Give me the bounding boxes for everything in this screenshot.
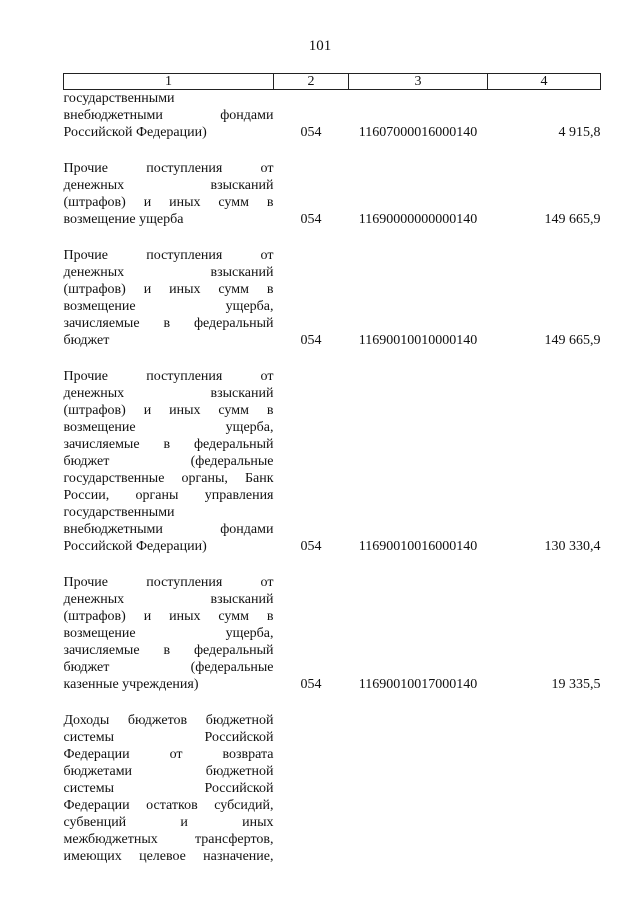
column-header-amount: 4 <box>488 74 601 90</box>
name-line: (штрафов) и иных сумм в <box>63 609 274 624</box>
name-line: внебюджетными фондами <box>63 522 274 537</box>
budget-code-cell: 11690010010000140 <box>358 333 478 348</box>
name-line: государственные органы, Банк <box>63 471 274 486</box>
name-line: имеющих целевое назначение, <box>63 849 274 864</box>
admin-code-cell: 054 <box>300 212 322 227</box>
page-number: 101 <box>308 38 332 54</box>
column-number-header-row <box>64 74 601 90</box>
name-line: Прочие поступления от <box>63 248 274 263</box>
name-line: системы Российской <box>63 781 274 796</box>
column-header-name: 1 <box>64 74 274 90</box>
column-header-code: 3 <box>349 74 488 90</box>
name-line: Российской Федерации) <box>63 125 207 140</box>
name-line: денежных взысканий <box>63 265 274 280</box>
name-line: системы Российской <box>63 730 274 745</box>
name-line: государственными <box>63 505 175 520</box>
amount-cell <box>488 706 601 865</box>
name-line: (штрафов) и иных сумм в <box>63 195 274 210</box>
row-name-cell <box>64 362 274 568</box>
budget-code-cell: 11690010017000140 <box>358 677 478 692</box>
row-name-cell <box>64 706 274 865</box>
name-line: Доходы бюджетов бюджетной <box>63 713 274 728</box>
budget-code-cell: 11690010016000140 <box>358 539 478 554</box>
amount-cell: 149 665,9 <box>544 212 601 227</box>
name-line: казенные учреждения) <box>63 677 199 692</box>
name-line: государственными <box>63 91 175 106</box>
name-line: России, органы управления <box>63 488 274 503</box>
name-line: денежных взысканий <box>63 386 274 401</box>
name-line: зачисляемые в федеральный <box>63 316 274 331</box>
name-line: зачисляемые в федеральный <box>63 437 274 452</box>
admin-code-cell: 054 <box>300 333 322 348</box>
name-line: зачисляемые в федеральный <box>63 643 274 658</box>
amount-cell: 130 330,4 <box>544 539 601 554</box>
admin-code-cell <box>274 706 349 865</box>
name-line: Прочие поступления от <box>63 161 274 176</box>
name-line: денежных взысканий <box>63 592 274 607</box>
table-row <box>64 241 601 362</box>
amount-cell: 4 915,8 <box>558 125 601 140</box>
table-row <box>64 154 601 241</box>
name-line: внебюджетными фондами <box>63 108 274 123</box>
row-name-cell <box>64 568 274 706</box>
name-line: бюджет (федеральные <box>63 660 274 675</box>
column-header-admin: 2 <box>274 74 349 90</box>
name-line: межбюджетных трансфертов, <box>63 832 274 847</box>
name-line: возмещение ущерба, <box>63 626 274 641</box>
revenue-table <box>63 73 601 865</box>
name-line: (штрафов) и иных сумм в <box>63 403 274 418</box>
name-line: (штрафов) и иных сумм в <box>63 282 274 297</box>
table-row <box>64 568 601 706</box>
name-line: Федерации от возврата <box>63 747 274 762</box>
name-line: бюджетами бюджетной <box>63 764 274 779</box>
table-row <box>64 362 601 568</box>
table-row <box>64 706 601 865</box>
admin-code-cell: 054 <box>300 539 322 554</box>
admin-code-cell: 054 <box>300 125 322 140</box>
name-line: денежных взысканий <box>63 178 274 193</box>
budget-code-cell: 11690000000000140 <box>358 212 478 227</box>
name-line: Прочие поступления от <box>63 575 274 590</box>
name-line: субвенций и иных <box>63 815 274 830</box>
budget-code-cell <box>349 706 488 865</box>
name-line: бюджет (федеральные <box>63 454 274 469</box>
name-line: возмещение ущерба, <box>63 420 274 435</box>
name-line: Российской Федерации) <box>63 539 207 554</box>
name-line: возмещение ущерба <box>63 212 184 227</box>
row-name-cell <box>64 90 274 155</box>
name-line: Прочие поступления от <box>63 369 274 384</box>
row-name-cell <box>64 241 274 362</box>
budget-code-cell: 11607000016000140 <box>358 125 478 140</box>
amount-cell: 149 665,9 <box>544 333 601 348</box>
table-row <box>64 90 601 155</box>
name-line: возмещение ущерба, <box>63 299 274 314</box>
name-line: бюджет <box>63 333 110 348</box>
admin-code-cell: 054 <box>300 677 322 692</box>
amount-cell: 19 335,5 <box>551 677 601 692</box>
row-name-cell <box>64 154 274 241</box>
name-line: Федерации остатков субсидий, <box>63 798 274 813</box>
